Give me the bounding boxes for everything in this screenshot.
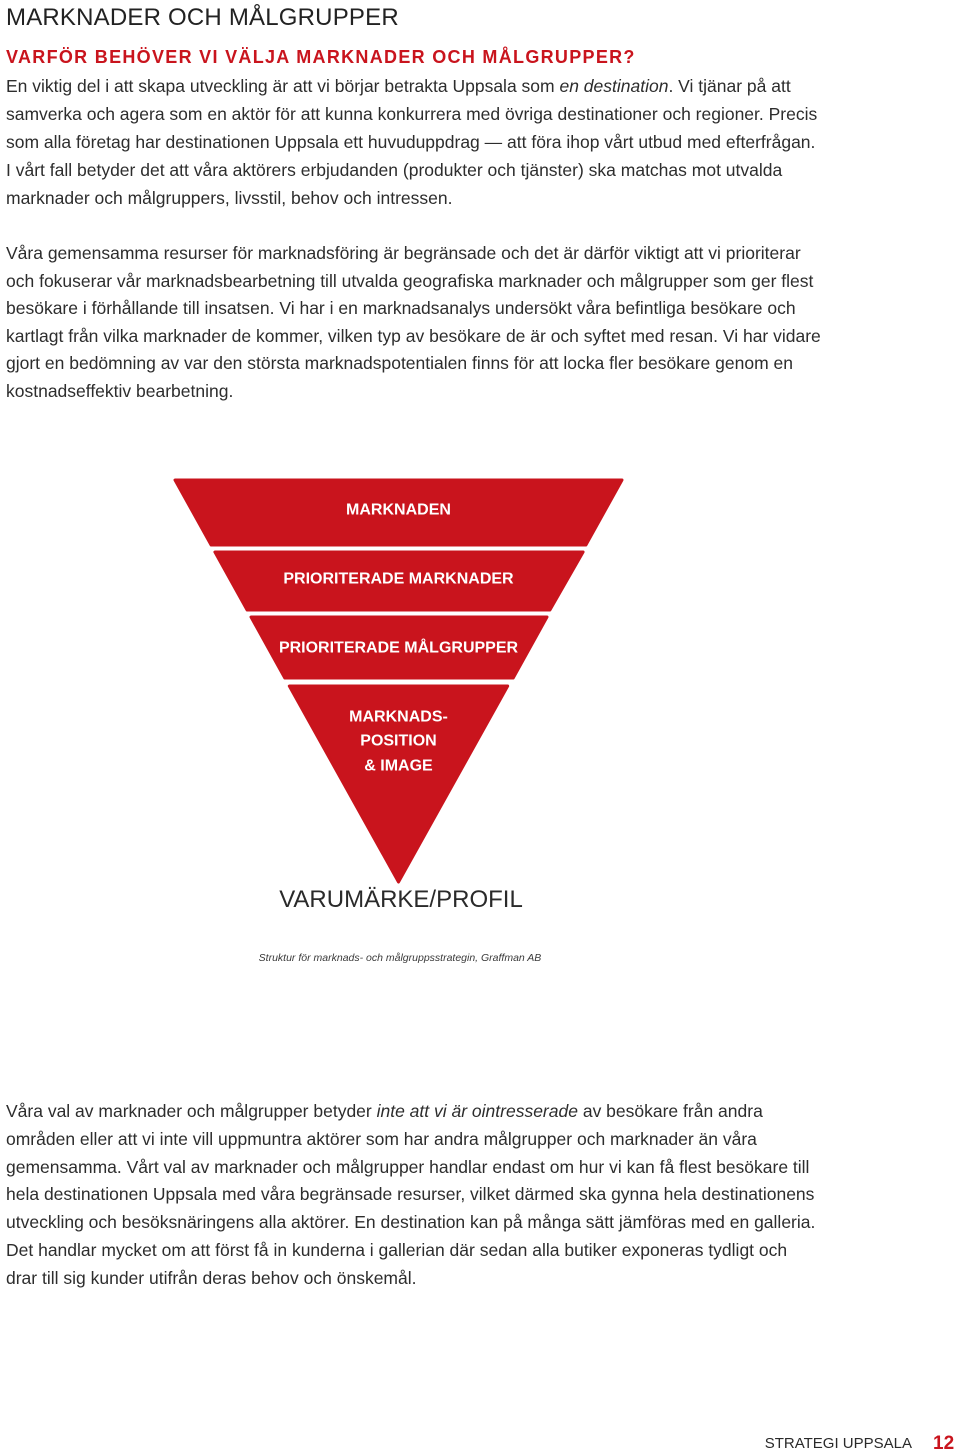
paragraph-text: av besökare från andra — [577, 1101, 763, 1121]
paragraph-line: besökare i förhållande till insatsen. Vi har i en marknadsanalys undersökt våra befintliga besökare och — [6, 298, 796, 319]
paragraph-line: som alla företag har destinationen Uppsala ett huvuduppdrag — att föra ihop vårt utbud med efterfrågan. — [6, 132, 816, 152]
footer-publication-label: STRATEGI UPPSALA — [764, 1435, 912, 1452]
pyramid-base-label: VARUMÄRKE/PROFIL — [279, 886, 523, 913]
paragraph-line: och fokuserar vår marknadsbearbetning till utvalda geografiska marknader och målgrupper som ger flest — [6, 270, 814, 291]
pyramid-label-market-position-line: MARKNADS- — [349, 708, 448, 726]
page-number: 12 — [933, 1433, 955, 1454]
paragraph-line: I vårt fall betyder det att våra aktörers erbjudanden (produkter och tjänster) ska matchas mot utvalda — [6, 160, 783, 180]
paragraph-line: områden eller att vi inte vill uppmuntra aktörer som har andra målgrupper och marknader än våra — [6, 1128, 757, 1149]
gallery-paragraph — [6, 1098, 815, 1293]
paragraph-line: kartlagt från vilka marknader de kommer, vilken typ av besökare de är och syftet med resan. Vi har vidare — [6, 325, 821, 346]
paragraph-line — [6, 72, 817, 100]
figure-caption: Struktur för marknads- och målgruppsstrategin, Graffman AB — [258, 952, 542, 964]
paragraph-line: kostnadseffektiv bearbetning. — [6, 380, 234, 401]
pyramid-label-markets: MARKNADEN — [346, 501, 451, 519]
paragraph-line: Det handlar mycket om att först få in kunderna i gallerian där sedan alla butiker exponeras tydligt och — [6, 1239, 788, 1260]
paragraph-line: Våra gemensamma resurser för marknadsföring är begränsade och det är därför viktigt att vi prioriterar — [6, 243, 801, 263]
paragraph-line: gjort en bedömning av var den största marknadspotentialen finns för att locka fler besökare genom en — [6, 353, 793, 374]
paragraph-text: Våra val av marknader och målgrupper betyder — [6, 1101, 377, 1121]
resources-paragraph — [6, 240, 821, 406]
emphasis-text: en destination — [559, 76, 669, 96]
paragraph-text: . Vi tjänar på att — [668, 76, 791, 96]
pyramid-label-market-position-line: & IMAGE — [364, 757, 433, 775]
paragraph-line: drar till sig kunder utifrån deras behov och önskemål. — [6, 1267, 417, 1288]
paragraph-line: samverka och agera som en aktör för att kunna konkurrera med övriga destinationer och regioner. Precis — [6, 104, 818, 124]
market-pyramid-diagram — [160, 470, 640, 890]
pyramid-label-prioritized-target-groups: PRIORITERADE MÅLGRUPPER — [278, 639, 519, 657]
paragraph-line: hela destinationen Uppsala med våra begränsade resurser, vilket därmed ska gynna hela destinationens — [6, 1184, 815, 1205]
section-heading: VARFÖR BEHÖVER VI VÄLJA MARKNADER OCH MÅLGRUPPER? — [6, 47, 636, 67]
intro-paragraph — [6, 72, 817, 212]
pyramid-label-market-position-line: POSITION — [360, 732, 437, 750]
paragraph-line — [6, 1098, 815, 1126]
emphasis-text: inte att vi är ointresserade — [376, 1101, 578, 1121]
paragraph-line: gemensamma. Vårt val av marknader och målgrupper handlar endast om hur vi kan få flest besökare till — [6, 1156, 810, 1177]
page-title: MARKNADER OCH MÅLGRUPPER — [6, 4, 399, 31]
paragraph-line: marknader och målgruppers, livsstil, behov och intressen. — [6, 188, 453, 208]
pyramid-label-prioritized-markets: PRIORITERADE MARKNADER — [283, 570, 514, 588]
paragraph-line: utveckling och besöksnäringens alla aktörer. En destination kan på många sätt jämföras med en galleria. — [6, 1212, 816, 1233]
paragraph-text: En viktig del i att skapa utveckling är att vi börjar betrakta Uppsala som — [6, 76, 560, 96]
